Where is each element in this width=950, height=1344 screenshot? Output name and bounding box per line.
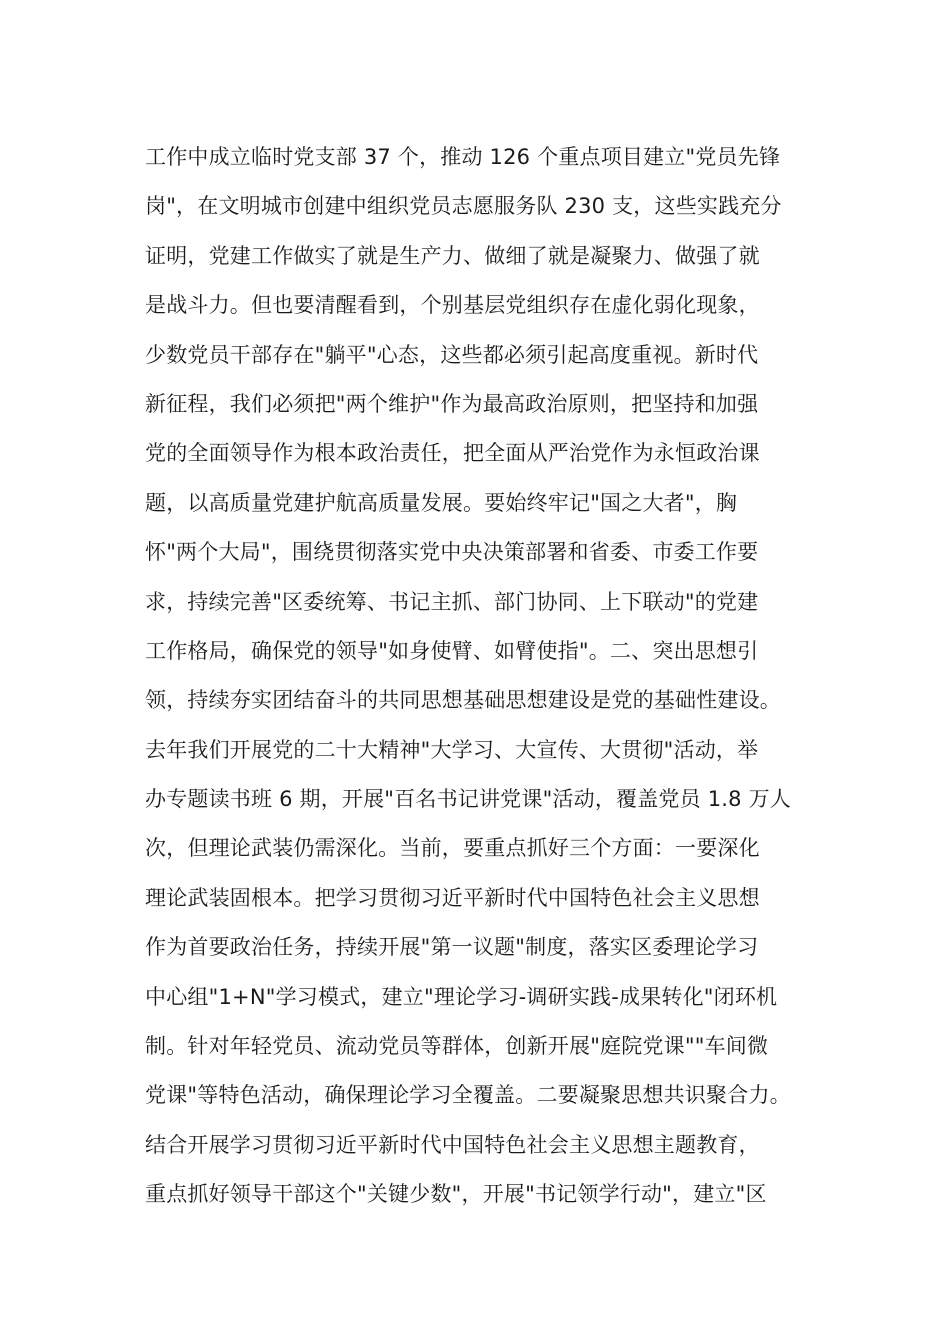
body-text — [145, 133, 845, 1220]
text-line: 工作中成立临时党支部 37 个，推动 126 个重点项目建立"党员先锋 — [145, 145, 781, 169]
text-line: 题，以高质量党建护航高质量发展。要始终牢记"国之大者"，胸 — [145, 490, 738, 515]
text-line: 次，但理论武装仍需深化。当前，要重点抓好三个方面：一要深化 — [145, 836, 760, 861]
text-line: 党课"等特色活动，确保理论学习全覆盖。二要凝聚思想共识聚合力。 — [145, 1083, 791, 1108]
text-line: 领，持续夯实团结奋斗的共同思想基础思想建设是党的基础性建设。 — [145, 688, 781, 713]
text-line: 岗"，在文明城市创建中组织党员志愿服务队 230 支，这些实践充分 — [145, 194, 782, 219]
text-line: 是战斗力。但也要清醒看到，个别基层党组织存在虚化弱化现象， — [145, 293, 760, 318]
text-line: 少数党员干部存在"躺平"心态，这些都必须引起高度重视。新时代 — [145, 342, 759, 367]
text-line: 重点抓好领导干部这个"关键少数"，开展"书记领学行动"，建立"区 — [145, 1182, 767, 1207]
text-line: 理论武装固根本。把学习贯彻习近平新时代中国特色社会主义思想 — [145, 885, 760, 910]
text-line: 证明，党建工作做实了就是生产力、做细了就是凝聚力、做强了就 — [145, 243, 760, 268]
text-line: 作为首要政治任务，持续开展"第一议题"制度，落实区委理论学习 — [145, 935, 759, 960]
text-line: 党的全面领导作为根本政治责任，把全面从严治党作为永恒政治课 — [145, 441, 760, 466]
text-line: 求，持续完善"区委统筹、书记主抓、部门协同、上下联动"的党建 — [145, 589, 759, 614]
text-line: 制。针对年轻党员、流动党员等群体，创新开展"庭院党课""车间微 — [145, 1034, 769, 1059]
text-line: 新征程，我们必须把"两个维护"作为最高政治原则，把坚持和加强 — [145, 391, 759, 416]
text-line: 去年我们开展党的二十大精神"大学习、大宣传、大贯彻"活动，举 — [145, 737, 759, 762]
text-line: 工作格局，确保党的领导"如身使臂、如臂使指"。二、突出思想引 — [145, 638, 759, 663]
text-line: 怀"两个大局"，围绕贯彻落实党中央决策部署和省委、市委工作要 — [145, 540, 759, 565]
text-line: 结合开展学习贯彻习近平新时代中国特色社会主义思想主题教育， — [145, 1132, 760, 1157]
text-line: 办专题读书班 6 期，开展"百名书记讲党课"活动，覆盖党员 1.8 万人 — [145, 787, 791, 812]
text-line: 中心组"1+N"学习模式，建立"理论学习-调研实践-成果转化"闭环机 — [145, 984, 778, 1009]
